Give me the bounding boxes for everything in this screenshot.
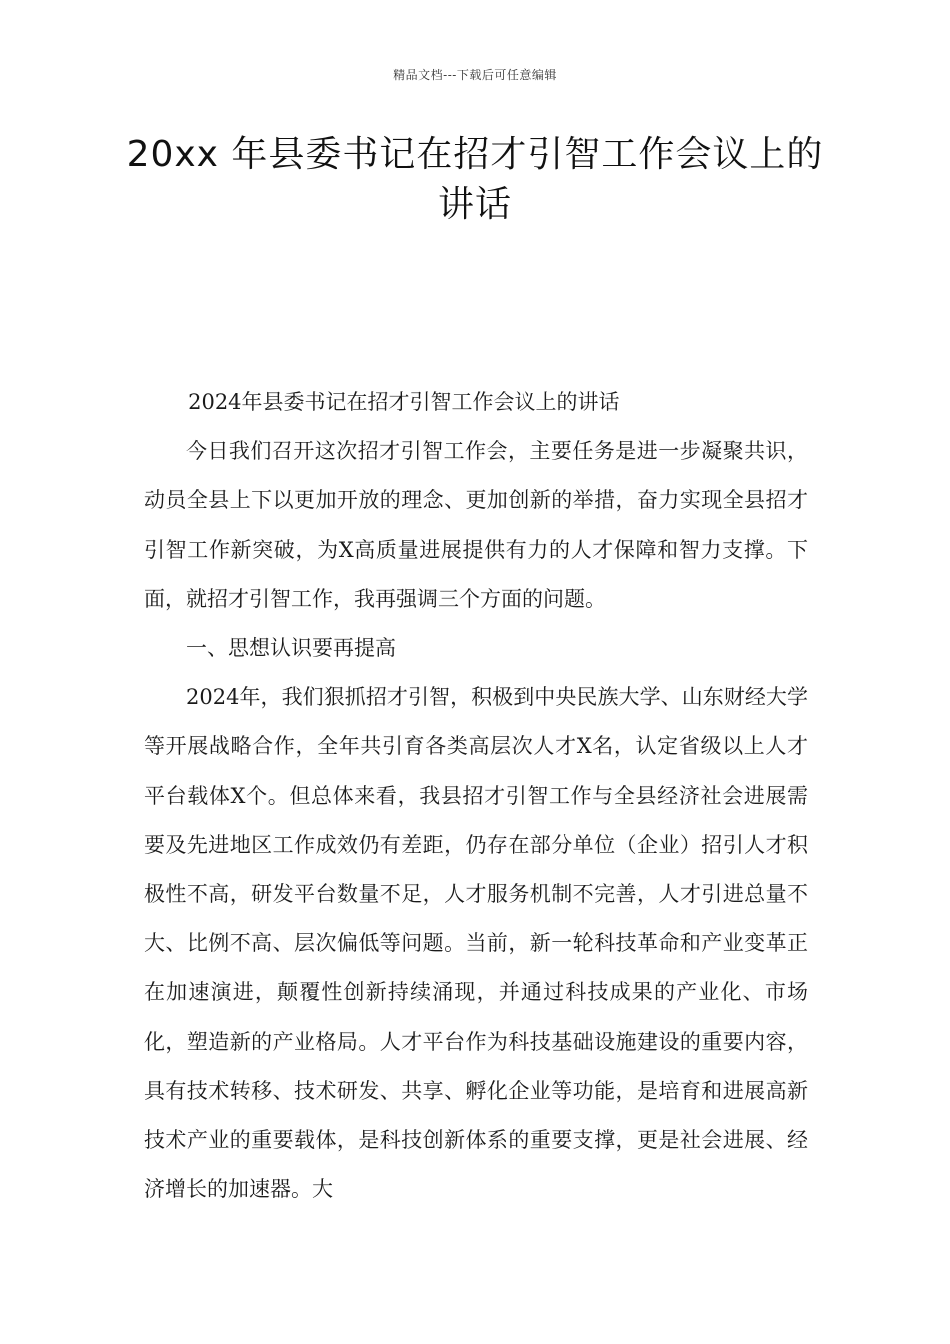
header-note: 精品文档---下载后可任意编辑 (393, 68, 557, 82)
body-paragraph: 2024年，我们狠抓招才引智，积极到中央民族大学、山东财经大学等开展战略合作，全年共引育各类高层次人才X名，认定省级以上人才平台载体X个。但总体来看，我县招才引智工作与全县经济社会进展需要及先进地区工作成效仍有差距，仍存在部分单位（企业）招引人才积极性不高，研发平台数量不足，人才服务机制不完善，人才引进总量不大、比例不高、层次偏低等问题。当前，新一轮科技革命和产业变革正在加速演进，颠覆性创新持续涌现，并通过科技成果的产业化、市场化，塑造新的产业格局。人才平台作为科技基础设施建设的重要内容，具有技术转移、技术研发、共享、孵化企业等功能，是培育和进展高新技术产业的重要载体，是科技创新体系的重要支撑，更是社会进展、经济增长的加速器。大 (144, 685, 808, 1202)
document-title: 20xx 年县委书记在招才引智工作会议上的讲话 (126, 134, 824, 225)
body-paragraph: 今日我们召开这次招才引智工作会，主要任务是进一步凝聚共识，动员全县上下以更加开放的理念、更加创新的举措，奋力实现全县招才引智工作新突破，为X高质量进展提供有力的人才保障和智力支撑。下面，就招才引智工作，我再强调三个方面的问题。 (144, 439, 808, 611)
document-subtitle: 2024年县委书记在招才引智工作会议上的讲话 (188, 390, 620, 414)
document-body (144, 378, 808, 1214)
section-heading: 一、思想认识要再提高 (186, 636, 396, 661)
